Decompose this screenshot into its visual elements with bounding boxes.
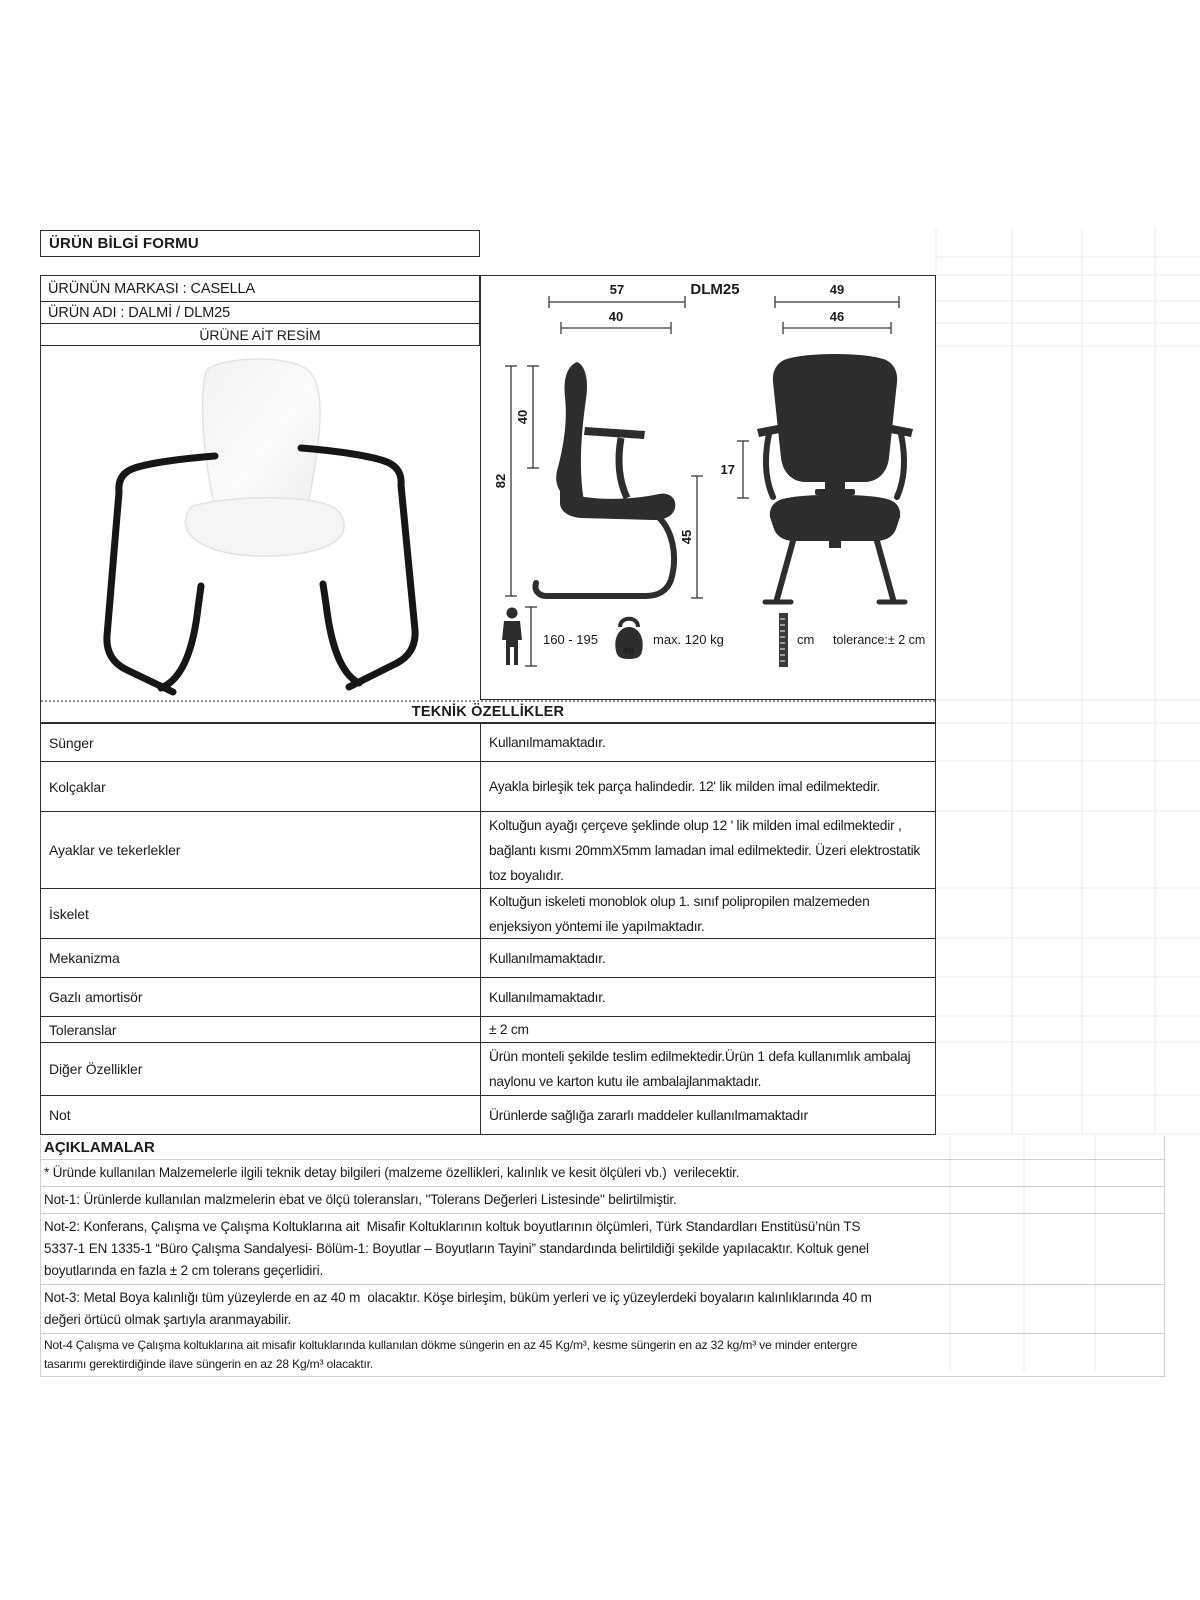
- note-line: Not-3: Metal Boya kalınlığı tüm yüzeylerde en az 40 m olacaktır. Köşe birleşim, büküm yerleri ve iç yüzeylerdeki boyaların kalınlıklarında 40 m: [44, 1290, 872, 1305]
- product-brand: ÜRÜNÜN MARKASI : CASELLA: [48, 280, 256, 297]
- table-row: [41, 724, 935, 762]
- note-line: değeri örtücü olmak şartıyla aranmayabilir.: [44, 1312, 292, 1327]
- spec-label: Toleranslar: [41, 1017, 481, 1042]
- note-item: [41, 1160, 1164, 1187]
- technical-drawing-cell: [480, 275, 936, 700]
- product-name: ÜRÜN ADI : DALMİ / DLM25: [48, 304, 231, 321]
- chair-seat-shell: [186, 498, 345, 556]
- spec-value: Ayakla birleşik tek parça halindedir. 12' lik milden imal edilmektedir.: [489, 779, 881, 794]
- product-meta: [40, 275, 480, 346]
- spec-label: Mekanizma: [41, 939, 481, 977]
- note-line: Not-1: Ürünlerde kullanılan malzmelerin ebat ve ölçü toleransları, "Tolerans Değerleri Listesinde" belirtilmiştir.: [44, 1192, 677, 1207]
- table-row: [41, 1017, 935, 1043]
- note-line: tasarımı gerektirdiğinde ilave süngerin en az 28 Kg/m³ olacaktır.: [44, 1357, 374, 1371]
- user-height-label: 160 - 195: [543, 632, 598, 647]
- chair-side-view: [535, 362, 675, 596]
- form-title-row: [40, 230, 480, 257]
- dim-front-width-seat: 46: [829, 309, 845, 324]
- ruler-icon: [779, 613, 788, 667]
- product-image-caption: ÜRÜNE AİT RESİM: [199, 326, 321, 343]
- product-photo-cell: [40, 346, 480, 700]
- note-item: [41, 1187, 1164, 1214]
- spec-label: Kolçaklar: [41, 762, 481, 811]
- table-row: [41, 889, 935, 939]
- drawing-model-label: DLM25: [690, 281, 740, 298]
- notes-header: AÇIKLAMALAR: [41, 1136, 1164, 1160]
- max-load-label: max. 120 kg: [653, 632, 724, 647]
- dim-total-height: 82: [493, 473, 508, 489]
- dim-side-width-outer: 57: [609, 282, 625, 297]
- dim-seat-height: 45: [679, 529, 694, 545]
- dim-back-height: 40: [515, 409, 530, 425]
- spec-label: İskelet: [41, 889, 481, 938]
- note-item: [41, 1285, 1164, 1334]
- spec-value: ± 2 cm: [489, 1022, 529, 1037]
- chair-photo-illustration: [41, 346, 481, 700]
- chair-rear-supports: [161, 584, 359, 688]
- tolerance-label: tolerance:± 2 cm: [833, 633, 926, 647]
- table-row: [41, 978, 935, 1017]
- weight-icon: [615, 619, 642, 659]
- chair-front-view: [757, 354, 913, 602]
- pictogram-row: [502, 607, 925, 667]
- spec-table: [40, 700, 936, 1135]
- technical-drawing: [481, 276, 937, 701]
- note-line: * Üründe kullanılan Malzemelerle ilgili teknik detay bilgileri (malzeme özellikleri, kalınlık ve kesit ölçüleri vb.) verilecektir.: [44, 1165, 740, 1180]
- spec-value: Koltuğun iskeleti monoblok olup 1. sınıf polipropilen malzemeden enjeksiyon yöntemi ile yapılmaktadır.: [489, 893, 870, 934]
- product-brand-row: [40, 275, 480, 302]
- spec-label: Not: [41, 1096, 481, 1134]
- chair-backrest-shell: [203, 359, 320, 516]
- table-row: [41, 939, 935, 978]
- note-item: [41, 1214, 1164, 1285]
- spec-label: Gazlı amortisör: [41, 978, 481, 1016]
- spec-label: Ayaklar ve tekerlekler: [41, 812, 481, 888]
- product-name-row: [40, 301, 480, 324]
- note-item: [41, 1334, 1164, 1377]
- person-icon: [502, 608, 522, 666]
- note-line: Not-2: Konferans, Çalışma ve Çalışma Koltuklarına ait Misafir Koltuklarının koltuk boyutlarının ölçümleri, Türk Standardları Enstitüsü’nün TS: [44, 1219, 861, 1234]
- table-row: [41, 1043, 935, 1096]
- spec-value: Kullanılmamaktadır.: [489, 950, 606, 966]
- spec-label: Sünger: [41, 724, 481, 761]
- note-line: boyutlarında en fazla ± 2 cm tolerans geçerlidiri.: [44, 1263, 324, 1278]
- unit-label: cm: [797, 632, 815, 647]
- product-image-caption-row: [40, 323, 480, 346]
- person-height-line: [525, 607, 537, 666]
- note-line: Not-4 Çalışma ve Çalışma koltuklarına ait misafir koltuklarında kullanılan dökme süngerin en az 45 Kg/m³, kesme süngerin en az 32 kg/m³ ve minder entergre: [44, 1338, 858, 1352]
- form-title: ÜRÜN BİLGİ FORMU: [49, 235, 199, 252]
- table-row: [41, 1096, 935, 1135]
- spec-value: Kullanılmamaktadır.: [489, 989, 606, 1005]
- table-row: [41, 762, 935, 812]
- dim-arm-to-seat: 17: [720, 462, 735, 477]
- dim-front-width-outer: 49: [829, 282, 845, 297]
- table-row: [41, 812, 935, 889]
- notes-section: [40, 1136, 1165, 1377]
- spec-value: Ürünlerde sağlığa zararlı maddeler kullanılmamaktadır: [489, 1107, 808, 1123]
- spec-table-header: TEKNİK ÖZELLİKLER: [41, 700, 935, 724]
- spec-value: Kullanılmamaktadır.: [489, 735, 606, 750]
- note-line: 5337-1 EN 1335-1 “Büro Çalışma Sandalyesi- Bölüm-1: Boyutlar – Boyutların Tayini” standardında belirtildiği şekilde yapılacaktır. Koltuk genel: [44, 1241, 869, 1256]
- spec-value: Ürün monteli şekilde teslim edilmektedir.Ürün 1 defa kullanımlık ambalaj naylonu ve karton kutu ile ambalajlanmaktadır.: [489, 1049, 911, 1089]
- kg-badge: kg: [624, 646, 634, 655]
- dim-side-width-seat: 40: [608, 309, 624, 324]
- spec-value: Koltuğun ayağı çerçeve şeklinde olup 12 ' lik milden imal edilmektedir , bağlantı kısmı 20mmX5mm lamadan imal edilmektedir. Üzeri elektrostatik toz boyalıdır.: [489, 817, 921, 883]
- spec-label: Diğer Özellikler: [41, 1043, 481, 1095]
